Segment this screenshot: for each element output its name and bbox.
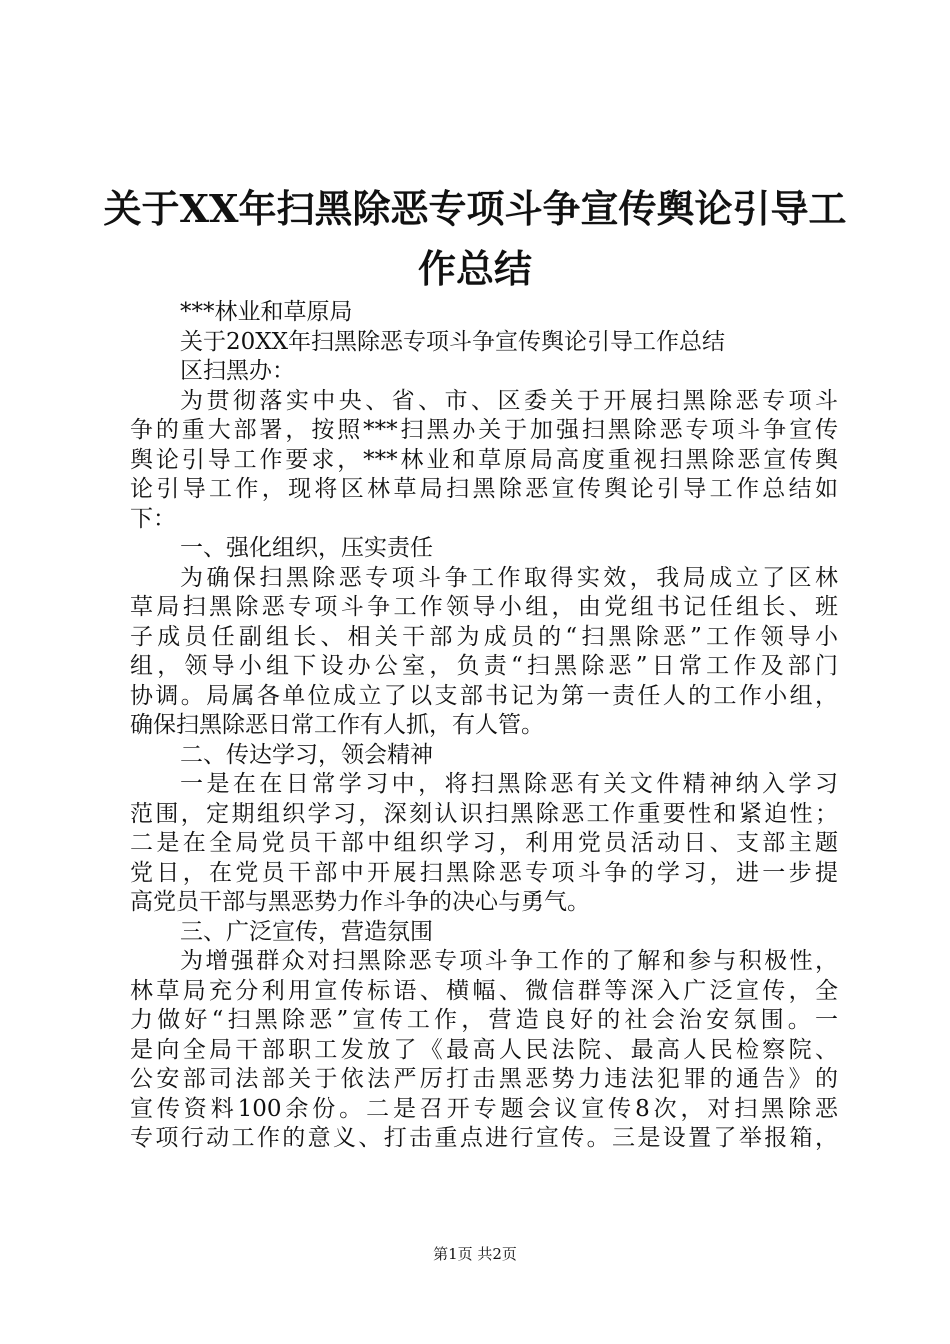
body-line: 二是在全局党员干部中组织学习，利用党员活动日、支部主题	[130, 830, 838, 856]
body-line: 舆论引导工作要求，***林业和草原局高度重视扫黑除恶宣传舆	[130, 446, 838, 473]
body-line: 关于20XX年扫黑除恶专项斗争宣传舆论引导工作总结	[180, 328, 726, 355]
section-heading: 二、传达学习，领会精神	[180, 741, 433, 768]
body-line: 确保扫黑除恶日常工作有人抓，有人管。	[130, 712, 544, 738]
body-line: 高党员干部与黑恶势力作斗争的决心与勇气。	[130, 889, 590, 915]
body-line: 为增强群众对扫黑除恶专项斗争工作的了解和参与积极性，	[180, 948, 838, 974]
body-line: 专项行动工作的意义、打击重点进行宣传。三是设置了举报箱，	[130, 1125, 838, 1151]
page-number-footer: 第1页 共2页	[433, 1245, 517, 1263]
body-line: 争的重大部署，按照***扫黑办关于加强扫黑除恶专项斗争宣传	[130, 417, 838, 443]
document-body	[130, 298, 838, 1154]
body-line: 下：	[130, 505, 176, 532]
body-line: 组，领导小组下设办公室，负责“扫黑除恶”日常工作及部门	[130, 653, 838, 679]
body-line: 区扫黑办：	[180, 358, 295, 384]
body-line: 子成员任副组长、相关干部为成员的“扫黑除恶”工作领导小	[130, 623, 838, 650]
body-line: 是向全局干部职工发放了《最高人民法院、最高人民检察院、	[130, 1036, 838, 1063]
body-line: ***林业和草原局	[180, 299, 353, 325]
document-title-line-2: 作总结	[417, 246, 532, 291]
body-line: 协调。局属各单位成立了以支部书记为第一责任人的工作小组，	[130, 682, 838, 709]
body-line: 一是在在日常学习中，将扫黑除恶有关文件精神纳入学习	[180, 771, 838, 797]
body-line: 论引导工作，现将区林草局扫黑除恶宣传舆论引导工作总结如	[130, 476, 838, 502]
body-line: 力做好“扫黑除恶”宣传工作，营造良好的社会治安氛围。一	[130, 1007, 838, 1033]
body-line: 为确保扫黑除恶专项斗争工作取得实效，我局成立了区林	[180, 564, 838, 591]
body-line: 林草局充分利用宣传标语、横幅、微信群等深入广泛宣传，全	[130, 977, 838, 1004]
body-line: 为贯彻落实中央、省、市、区委关于开展扫黑除恶专项斗	[180, 387, 838, 414]
section-heading: 三、广泛宣传，营造氛围	[180, 918, 433, 945]
body-line: 范围，定期组织学习，深刻认识扫黑除恶工作重要性和紧迫性；	[130, 800, 838, 827]
document-title-line-1: 关于XX年扫黑除恶专项斗争宣传舆论引导工	[103, 186, 847, 231]
body-line: 党日，在党员干部中开展扫黑除恶专项斗争的学习，进一步提	[130, 859, 838, 886]
body-line: 公安部司法部关于依法严厉打击黑恶势力违法犯罪的通告》的	[130, 1066, 838, 1092]
body-line: 草局扫黑除恶专项斗争工作领导小组，由党组书记任组长、班	[130, 594, 838, 620]
section-heading: 一、强化组织，压实责任	[180, 535, 433, 561]
body-line: 宣传资料100余份。二是召开专题会议宣传8次，对扫黑除恶	[130, 1095, 838, 1122]
